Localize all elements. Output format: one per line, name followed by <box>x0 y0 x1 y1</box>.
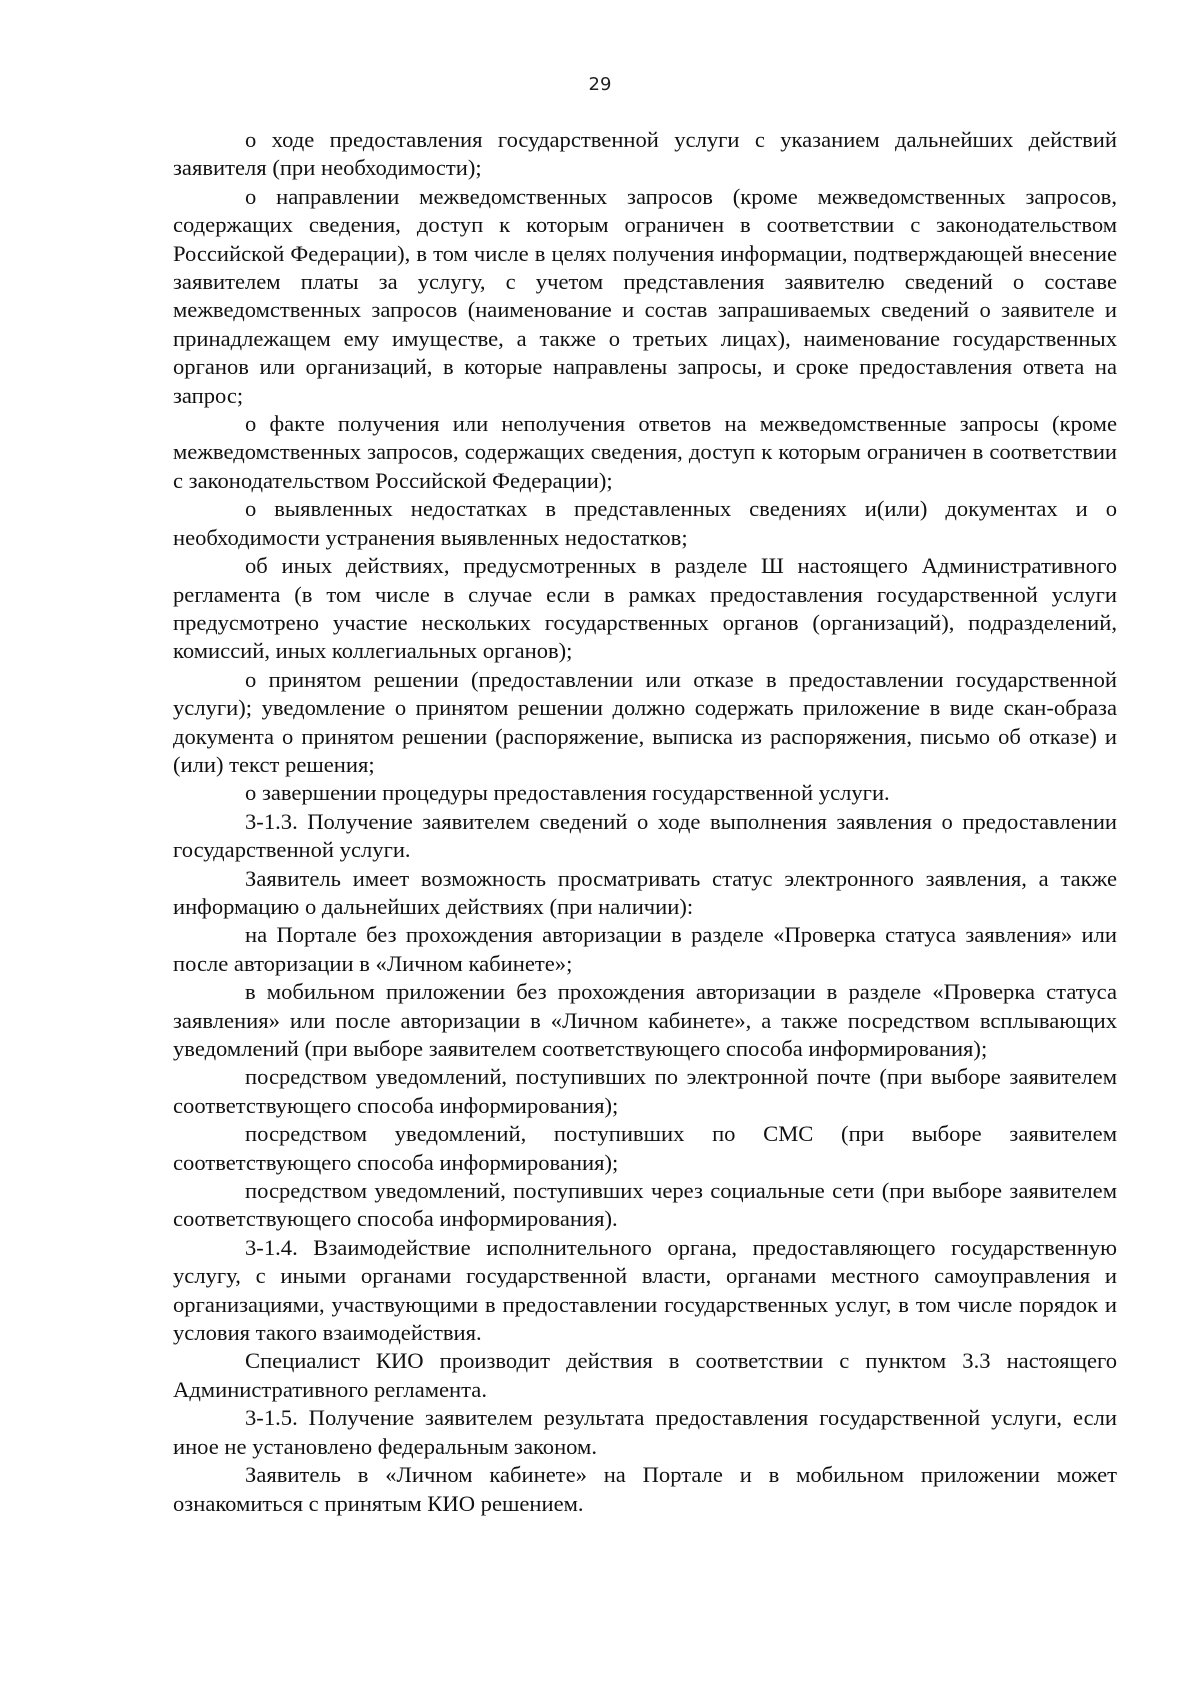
paragraph: о завершении процедуры предоставления государственной услуги. <box>245 780 890 806</box>
paragraph: о выявленных недостатках в представленных сведениях и(или) документах и о необходимости устранения выявленных недостатков; <box>173 496 1117 550</box>
paragraph: об иных действиях, предусмотренных в разделе Ш настоящего Административного регламента (в том числе в случае если в рамках предоставления государственной услуги предусмотрено участие нескольких государственных органов (организаций), подразделений, комиссий, иных коллегиальных органов); <box>173 553 1117 664</box>
paragraph: на Портале без прохождения авторизации в разделе «Проверка статуса заявления» или после авторизации в «Личном кабинете»; <box>173 922 1117 976</box>
paragraph: посредством уведомлений, поступивших через социальные сети (при выборе заявителем соответствующего способа информирования). <box>173 1178 1117 1232</box>
paragraph: о факте получения или неполучения ответов на межведомственные запросы (кроме межведомственных запросов, содержащих сведения, доступ к которым ограничен в соответствии с законодательством Российской Федерации); <box>173 411 1117 493</box>
section-heading-3-1-3: 3-1.3. Получение заявителем сведений о ходе выполнения заявления о предоставлении государственной услуги. <box>173 808 1117 863</box>
paragraph: о принятом решении (предоставлении или отказе в предоставлении государственной услуги); уведомление о принятом решении должно содержать приложение в виде скан-образа документа о принятом решении (распоряжение, выписка из распоряжения, письмо об отказе) и (или) текст решения; <box>173 666 1117 777</box>
page-number: 29 <box>588 74 612 95</box>
section-heading-3-1-4: 3-1.4. Взаимодействие исполнительного органа, предоставляющего государственную услугу, с иными органами государственной власти, органами местного самоуправления и организациями, участвующими в предоставлении государственных услуг, в том числе порядок и условия такого взаимодействия. <box>173 1234 1117 1346</box>
paragraph: Заявитель имеет возможность просматривать статус электронного заявления, а также информацию о дальнейших действиях (при наличии): <box>173 865 1117 919</box>
paragraph: посредством уведомлений, поступивших по СМС (при выборе заявителем соответствующего способа информирования); <box>173 1121 1117 1175</box>
paragraph: Специалист КИО производит действия в соответствии с пунктом 3.3 настоящего Административного регламента. <box>173 1348 1117 1402</box>
paragraph: Заявитель в «Личном кабинете» на Портале и в мобильном приложении может ознакомиться с принятым КИО решением. <box>173 1462 1117 1516</box>
paragraph: о направлении межведомственных запросов (кроме межведомственных запросов, содержащих сведения, доступ к которым ограничен в соответствии с законодательством Российской Федерации), в том числе в целях получения информации, подтверждающей внесение заявителем платы за услугу, с учетом представления заявителю сведений о составе межведомственных запросов (наименование и состав запрашиваемых сведений о заявителе и принадлежащем ему имуществе, а также о третьих лицах), наименование государственных органов или организаций, в которые направлены запросы, и сроке предоставления ответа на запрос; <box>173 183 1117 408</box>
paragraph: о ходе предоставления государственной услуги с указанием дальнейших действий заявителя (при необходимости); <box>173 127 1117 181</box>
paragraph: в мобильном приложении без прохождения авторизации в разделе «Проверка статуса заявления» или после авторизации в «Личном кабинете», а также посредством всплывающих уведомлений (при выборе заявителем соответствующего способа информирования); <box>173 979 1117 1061</box>
section-heading-3-1-5: 3-1.5. Получение заявителем результата предоставления государственной услуги, если иное не установлено федеральным законом. <box>173 1405 1117 1459</box>
paragraph: посредством уведомлений, поступивших по электронной почте (при выборе заявителем соответствующего способа информирования); <box>173 1064 1117 1118</box>
document-body <box>173 126 1117 1518</box>
